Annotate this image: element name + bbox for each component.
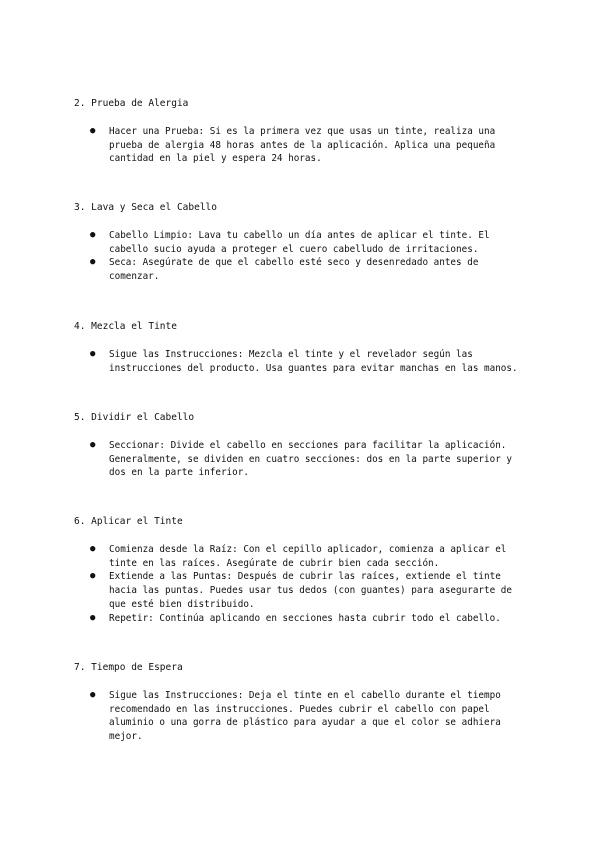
list-item-line: instrucciones del producto. Usa guantes para evitar manchas en las manos. xyxy=(109,362,518,374)
list-item-line: Sigue las Instrucciones: Deja el tinte en el cabello durante el tiempo xyxy=(109,690,501,701)
list-item-line: Cabello Limpio: Lava tu cabello un día antes de aplicar el tinte. El xyxy=(109,230,490,241)
list-item-line: Sigue las Instrucciones: Mezcla el tinte y el revelador según las xyxy=(109,349,473,360)
list-item-line: Generalmente, se dividen en cuatro secciones: dos en la parte superior y xyxy=(109,453,512,465)
section-heading: 6. Aplicar el Tinte xyxy=(74,516,183,527)
bullet-list xyxy=(74,348,524,375)
list-item-line: mejor. xyxy=(109,731,143,743)
section-dividir-el-cabello xyxy=(74,411,524,480)
bullet-list xyxy=(74,689,524,744)
list-item-line: Seca: Asegúrate de que el cabello esté seco y desenredado antes de xyxy=(109,257,479,269)
list-item xyxy=(74,689,524,744)
list-item-line: Hacer una Prueba: Si es la primera vez que usas un tinte, realiza una xyxy=(109,126,496,137)
bullet-icon: ● xyxy=(90,257,96,268)
list-item-line: aluminio o una gorra de plástico para ayudar a que el color se adhiera xyxy=(109,717,501,729)
section-heading: 5. Dividir el Cabello xyxy=(74,412,195,423)
list-item-line: prueba de alergia 48 horas antes de la aplicación. Aplica una pequeña xyxy=(109,139,496,151)
list-item-line: cantidad en la piel y espera 24 horas. xyxy=(109,153,322,165)
list-item xyxy=(74,612,524,626)
list-item-line: tinte en las raíces. Asegúrate de cubrir bien cada sección. xyxy=(109,557,440,569)
list-item-line: hacia las puntas. Puedes usar tus dedos (con guantes) para asegurarte de xyxy=(109,585,512,597)
section-heading: 2. Prueba de Alergia xyxy=(74,98,189,109)
section-lava-y-seca xyxy=(74,201,524,284)
list-item-line: Extiende a las Puntas: Después de cubrir las raíces, extiende el tinte xyxy=(109,571,501,583)
section-tiempo-de-espera xyxy=(74,661,524,744)
list-item xyxy=(74,543,524,570)
bullet-icon: ● xyxy=(90,126,96,136)
list-item-line: cabello sucio ayuda a proteger el cuero cabelludo de irritaciones. xyxy=(109,243,479,255)
bullet-icon: ● xyxy=(90,349,96,359)
list-item-line: dos en la parte inferior. xyxy=(109,467,249,479)
bullet-icon: ● xyxy=(90,230,96,240)
list-item xyxy=(74,256,524,283)
list-item xyxy=(74,439,524,480)
bullet-list xyxy=(74,229,524,284)
section-heading: 4. Mezcla el Tinte xyxy=(74,321,177,332)
bullet-list xyxy=(74,439,524,480)
list-item-line: Repetir: Continúa aplicando en secciones hasta cubrir todo el cabello. xyxy=(109,612,501,624)
section-heading: 3. Lava y Seca el Cabello xyxy=(74,202,217,213)
section-mezcla-el-tinte xyxy=(74,320,524,375)
section-aplicar-el-tinte xyxy=(74,515,524,625)
bullet-icon: ● xyxy=(90,612,96,623)
bullet-icon: ● xyxy=(90,571,96,582)
bullet-icon: ● xyxy=(90,544,96,554)
list-item xyxy=(74,125,524,166)
list-item xyxy=(74,570,524,611)
list-item xyxy=(74,229,524,256)
list-item-line: que esté bien distribuido. xyxy=(109,598,255,610)
section-heading: 7. Tiempo de Espera xyxy=(74,662,183,673)
list-item xyxy=(74,348,524,375)
bullet-icon: ● xyxy=(90,440,96,450)
list-item-line: Comienza desde la Raíz: Con el cepillo aplicador, comienza a aplicar el xyxy=(109,544,507,555)
list-item-line: recomendado en las instrucciones. Puedes cubrir el cabello con papel xyxy=(109,703,490,715)
bullet-list xyxy=(74,543,524,625)
bullet-list xyxy=(74,125,524,166)
list-item-line: Seccionar: Divide el cabello en secciones para facilitar la aplicación. xyxy=(109,440,507,451)
list-item-line: comenzar. xyxy=(109,271,160,283)
section-prueba-de-alergia xyxy=(74,97,524,166)
bullet-icon: ● xyxy=(90,690,96,700)
